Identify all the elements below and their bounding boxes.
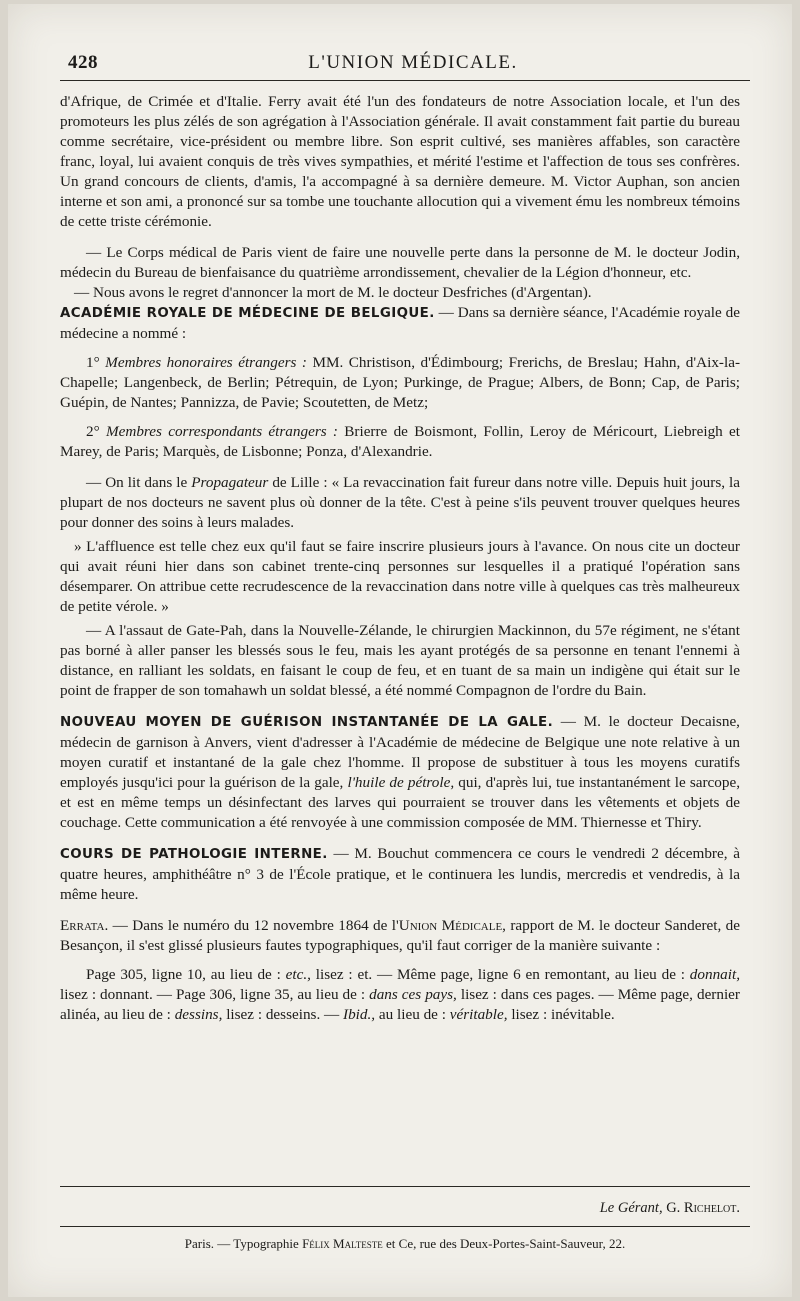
paragraph-gale: NOUVEAU MOYEN DE GUÉRISON INSTANTANÉE DE LA GALE. — M. le docteur Decaisne, médecin de garnison à Anvers, vient d'adresser à l'Académie de médecine de Belgique une note relative à un moyen curatif et instantané de la gale chez l'homme. Il propose de substituer à tous les moyens curatifs employés jusqu'ici pour la guérison de la gale, l'huile de pétrole, qui, d'après lui, tue instantanément le sarcope, et est en même temps un désinfectant des larves qui pourraient se trouver dans les vêtements et objets de couchage. Cette communication a été renvoyée à une commission composée de MM. Thiernesse et Thiry. — [60, 713, 741, 831]
footer-rule-lower — [60, 1226, 750, 1227]
paragraph-errata: Errata. — Dans le numéro du 12 novembre 1864 de l'Union Médicale, rapport de M. le docteur Sanderet, de Besançon, il s'est glissé plusieurs fautes typographiques, qu'il faut corriger de la manière suivante : — [60, 917, 740, 954]
paragraph-mackinnon: — A l'assaut de Gate-Pah, dans la Nouvelle-Zélande, le chirurgien Mackinnon, du 57e régiment, ne s'étant pas borné à aller panser les blessés sous le feu, mais les ayant protégés de sa personne en tenant l'ennemi à distance, en ralliant les soldats, en faisant le coup de feu, et en tuant de sa main un indigène qui était sur le point de frapper de son tomahawh un soldat blessé, a été nommé Compagnon de l'ordre du Bain. — [60, 622, 740, 699]
printer-imprint: Paris. — Typographie Félix Malteste et Ce, rue des Deux-Portes-Saint-Sauveur, 22. — [184, 1236, 626, 1251]
section-heading: ACADÉMIE ROYALE DE MÉDECINE DE BELGIQUE. — [60, 306, 435, 321]
page-footer — [60, 1186, 750, 1286]
paragraph-affluence: » L'affluence est telle chez eux qu'il faut se faire inscrire plusieurs jours à l'avance. On nous cite un docteur qui avait réuni hier dans son cabinet trente-cinq personnes sur lesquelles il a pratiqué l'opération sans désemparer. On attribue cette recrudescence de la revaccination dans notre ville à quelques cas très malheureux de petite vérole. » — [60, 538, 740, 615]
footer-rule — [60, 1186, 750, 1187]
paragraph-jodin: — Le Corps médical de Paris vient de faire une nouvelle perte dans la personne de M. le docteur Jodin, médecin du Bureau de bienfaisance du quatrième arrondissement, chevalier de la Légion d'honneur, etc. — [60, 244, 740, 281]
section-heading: NOUVEAU MOYEN DE GUÉRISON INSTANTANÉE DE LA GALE. — [60, 715, 554, 730]
paragraph-membres-correspondants: 2° Membres correspondants étrangers : Brierre de Boismont, Follin, Leroy de Méricourt, Liebreigh et Marey, de Paris; Marquès, de Lisbonne; Ponza, d'Alexandrie. — [60, 423, 741, 460]
paragraph-desfriches: — Nous avons le regret d'annoncer la mort de M. le docteur Desfriches (d'Argentan). — [74, 284, 592, 301]
paragraph-corrections: Page 305, ligne 10, au lieu de : etc., lisez : et. — Même page, ligne 6 en remontant, au lieu de : donnait, lisez : donnant. — Page 306, ligne 35, au lieu de : dans ces pays, lisez : dans ces pages. — Même page, dernier alinéa, au lieu de : dessins, lisez : desseins. — Ibid., au lieu de : véritable, lisez : inévitable. — [60, 966, 741, 1023]
paragraph-membres-honoraires: 1° Membres honoraires étrangers : MM. Christison, d'Édimbourg; Frerichs, de Breslau; Hahn, d'Aix-la-Chapelle; Langenbeck, de Berlin; Pétrequin, de Lyon; Purkinge, de Prague; Albers, de Bonn; Cap, de Paris; Guépin, de Nantes; Pannizza, de Pavie; Scoutetten, de Metz; — [60, 354, 740, 411]
paragraph-academie-belgique: ACADÉMIE ROYALE DE MÉDECINE DE BELGIQUE. — Dans sa dernière séance, l'Académie royale de médecine a nommé : — [60, 304, 741, 342]
page-number: 428 — [68, 52, 98, 73]
header-rule — [60, 80, 750, 81]
running-head: L'UNION MÉDICALE. — [308, 52, 518, 73]
errata-label: Errata. — [60, 917, 109, 934]
paragraph-revaccination: — On lit dans le Propagateur de Lille : « La revaccination fait fureur dans notre ville. Depuis huit jours, la plupart de nos docteurs ne savent plus où donner de la tête. C'est à peine s'ils peuvent trouver quelques heures pour donner des soins à leurs malades. — [60, 474, 740, 531]
paragraph-pathologie: COURS DE PATHOLOGIE INTERNE. — M. Bouchut commencera ce cours le vendredi 2 décembre, à quatre heures, amphithéâtre n° 3 de l'École pratique, et le continuera les lundis, mercredis et vendredis, à la même heure. — [60, 845, 740, 903]
page-header — [68, 52, 758, 80]
gerant-signature: Le Gérant, G. Richelot. — [599, 1200, 740, 1216]
article-body — [60, 92, 740, 1025]
paragraph-ferry-obituary: d'Afrique, de Crimée et d'Italie. Ferry avait été l'un des fondateurs de notre Association locale, et l'un des promoteurs les plus zélés de son agrégation à l'Association générale. Il avait constamment fait partie du bureau comme secrétaire, vice-président ou membre libre. Son esprit cultivé, ses manières affables, son caractère franc, loyal, lui avaient conquis de très vives sympathies, et mérité l'estime et l'affection de tous ses confrères. Un grand concours de clients, d'amis, l'a accompagné à sa dernière demeure. M. Victor Auphan, son ancien interne et son ami, a prononcé sur sa tombe une touchante allocution qui a vivement ému les nombreux témoins de cette triste cérémonie. — [60, 93, 740, 230]
section-heading: COURS DE PATHOLOGIE INTERNE. — [60, 847, 328, 862]
